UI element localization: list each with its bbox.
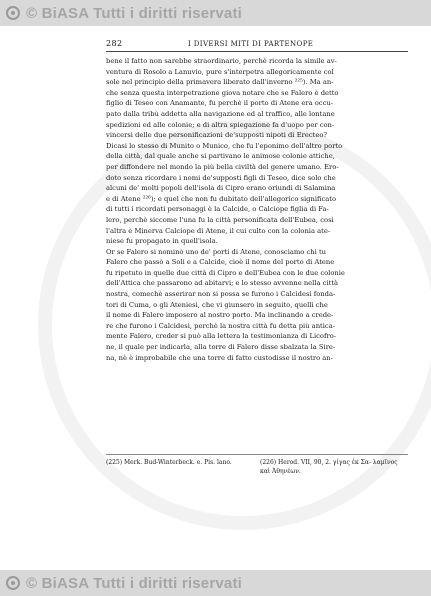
text-line: figlio di Teseo con Anamante, fu perchè il porto di Atene era occu- (106, 99, 333, 108)
body-text (106, 56, 408, 363)
text-line: per diffondere nel mondo la più bella civiltà del genere umano. Ero- (106, 162, 339, 171)
text-line: spedizioni ed alle colonie; e di altra spiegazione fa d'uopo per con- (106, 120, 335, 129)
watermark-banner-bottom (0, 570, 431, 596)
text-line: Dicasi lo stesso di Munito o Munico, che fu l'eponimo dell'altro porto (106, 141, 343, 150)
text-line: il nome di Falero imposero al nostro porto. Ma inclinando a crede- (106, 311, 334, 320)
text-line: vincersi delle due personificazioni de'supposti nipoti di Erecteo? (106, 131, 328, 140)
header-rule (106, 51, 408, 52)
text-line: nostra, comechè asserirar non si possa se furono i Calcidesi fonda- (106, 290, 336, 299)
text-line: dell'Attica che passarono ad abitarvi; e lo stesso avvenne nella città (106, 279, 339, 288)
page-number: 282 (106, 39, 123, 48)
text-line: sole nel principio della primavera liberato dall'inverno ²²⁵). Ma an- (106, 78, 334, 87)
text-line: bene il fatto non sarebbe straordinario, perchè ricorda la simile av- (106, 57, 337, 65)
watermark-text: © BiASA Tutti i diritti riservati (26, 574, 243, 592)
footnote-225: (225) Merk. Bud-Winterbeck. e. Pis. lano. (106, 459, 232, 466)
book-page (106, 38, 408, 558)
text-line: tori di Cuma, o gli Ateniesi, che vi giunsero in seguito, quelli che (106, 300, 328, 309)
text-line: della città, dal quale anche si partivano le animose colonie attiche, (106, 152, 335, 161)
watermark-text: © BiASA Tutti i diritti riservati (26, 4, 243, 22)
text-line: Falero che passò a Soli e a Calcide, cioè il nome del porto di Atene (106, 258, 335, 267)
text-line: di tutti i ricordati personaggi è la Calcide, o Calciope figlia di Fa- (106, 205, 329, 214)
text-line: niese fu propagato in quell'isola. (106, 237, 218, 246)
text-line: mente Falero, creder si può alla lettera la testimonianza di Licofro- (106, 332, 337, 341)
text-line: che senza questa interpetrazione giova notare che se Falero è detto (106, 88, 339, 97)
text-line: fu ripetuto in quelle due città di Cipro e dell'Eubea con le due colonie (106, 268, 345, 277)
text-line: re che furono i Calcidesi, perchè la nostra città fu detta più antica- (106, 321, 336, 330)
text-line: Or se Falero si nominò uno de' porti di Atene, conosciamo chi tu (106, 247, 327, 256)
text-line: lero, perchè siccome l'una fu la città personificata dell'Eubea, così (106, 215, 334, 224)
footnote-226: (226) Herod. VII, 90, 2. γίγας ἐκ Σα- λαμῖνος καὶ Ἀθηνέων. (260, 459, 398, 475)
running-head (106, 38, 408, 52)
text-line: alcuni de' molti popoli dell'isola di Cipro erano oriundi di Salamina (106, 184, 336, 193)
watermark-banner-top (0, 0, 431, 26)
text-line: ne, il quale per indicarla, alla torre di Falero disse sbalzata la Sire- (106, 343, 336, 352)
text-line: na, nè è improbabile che una torre di fatto custodisse il nostro an- (106, 353, 333, 362)
running-head-title: I DIVERSI MITI DI PARTENOPE (188, 40, 314, 48)
footnote-rule (106, 454, 408, 455)
biasa-logo-icon (6, 576, 20, 590)
text-line: pato dalla tribù addetta alla navigazione ed al traffico, alle lontane (106, 109, 335, 118)
text-line: ventura di Rosolo a Lanuvio, pure s'interpetra allegoricamente col (106, 67, 334, 76)
text-line: doto senza ricordare i nomi de'supposti figli di Teseo, dice solo che (106, 173, 336, 182)
text-line: l'altra è Minerva Calciope di Atene, il cui culto con la colonia ate- (106, 226, 331, 235)
text-line: e di Atene ²²⁶); e quel che non fu dubitato dell'allegorico significato (106, 194, 337, 203)
biasa-logo-icon (6, 6, 20, 20)
